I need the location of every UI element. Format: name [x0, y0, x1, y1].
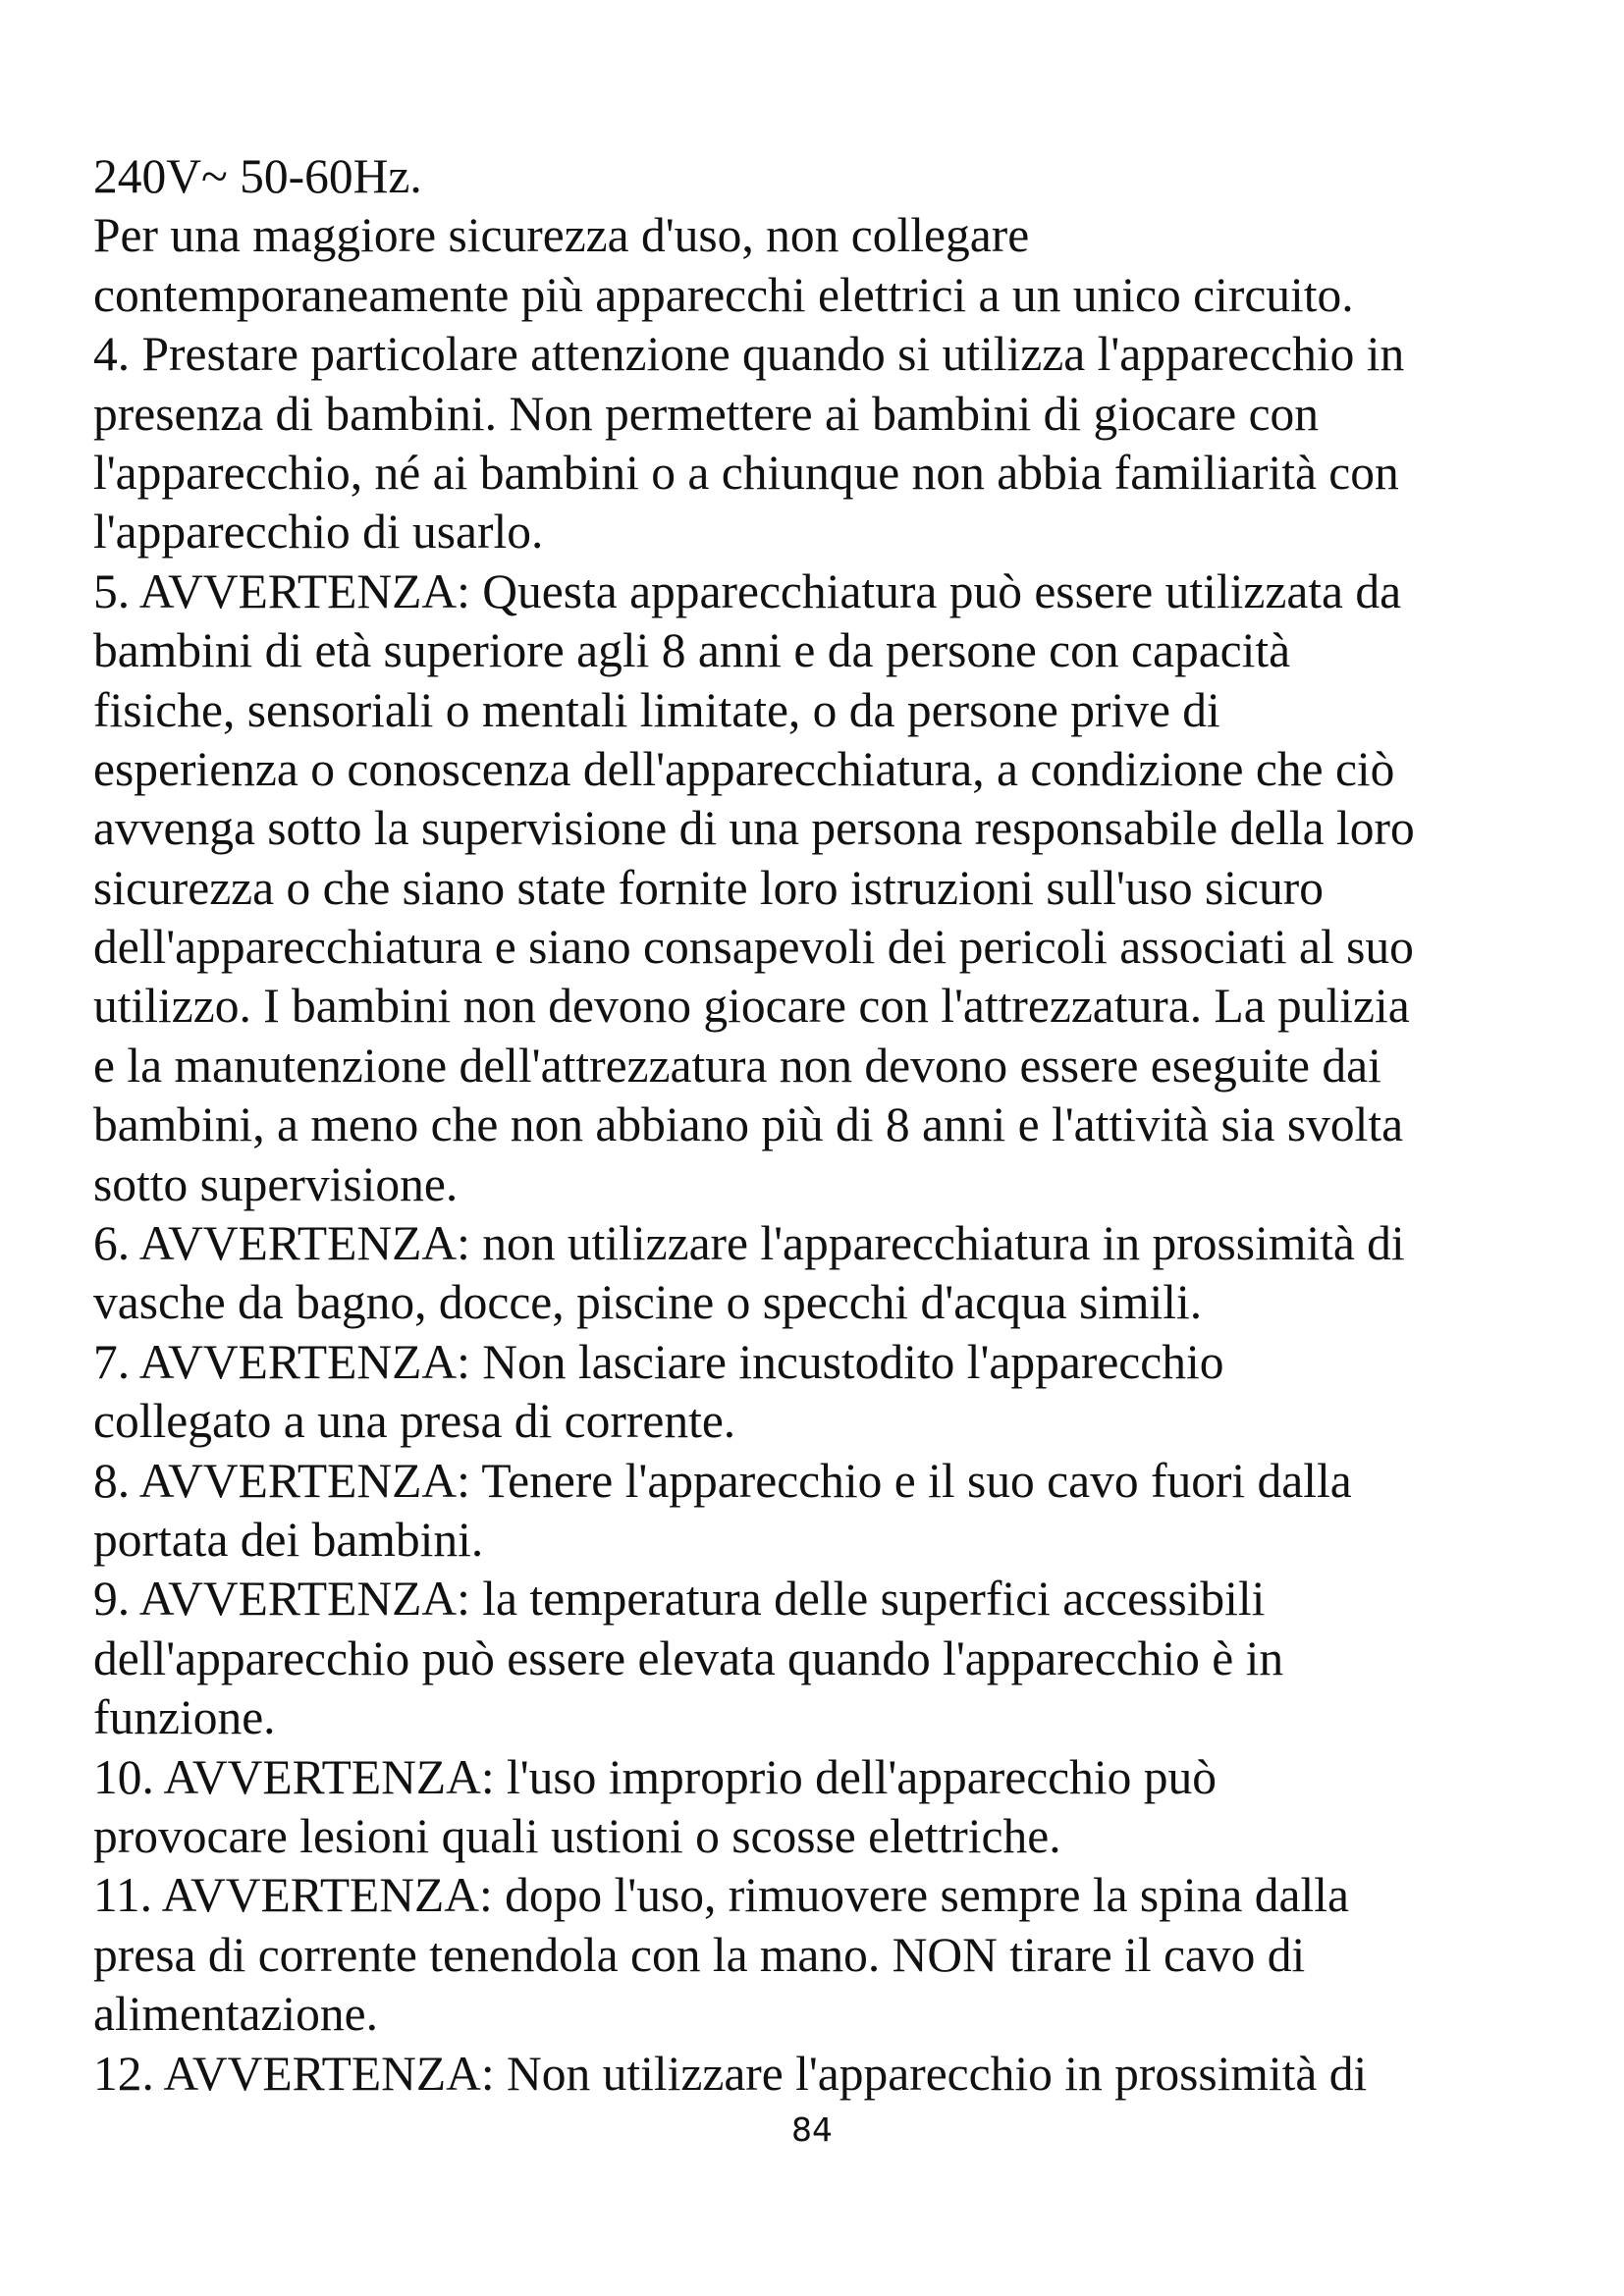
text-line: 4. Prestare particolare attenzione quando si utilizza l'apparecchio in	[93, 327, 1405, 382]
text-line: dell'apparecchiatura e siano consapevoli dei pericoli associati al suo	[93, 920, 1414, 975]
text-line: esperienza o conoscenza dell'apparecchiatura, a condizione che ciò	[93, 741, 1395, 796]
text-line: Per una maggiore sicurezza d'uso, non collegare	[93, 208, 1030, 263]
text-line: 11. AVVERTENZA: dopo l'uso, rimuovere sempre la spina dalla	[93, 1868, 1349, 1923]
text-line: 240V~ 50-60Hz.	[93, 149, 422, 203]
text-line: presenza di bambini. Non permettere ai bambini di giocare con	[93, 386, 1320, 441]
text-line: 5. AVVERTENZA: Questa apparecchiatura può essere utilizzata da	[93, 563, 1402, 618]
body-text	[93, 147, 1596, 2104]
text-line: 6. AVVERTENZA: non utilizzare l'apparecchiatura in prossimità di	[93, 1216, 1405, 1271]
text-line: 9. AVVERTENZA: la temperatura delle superfici accessibili	[93, 1572, 1266, 1627]
text-line: 8. AVVERTENZA: Tenere l'apparecchio e il suo cavo fuori dalla	[93, 1453, 1352, 1508]
text-line: e la manutenzione dell'attrezzatura non devono essere eseguite dai	[93, 1038, 1381, 1093]
text-line: sotto supervisione.	[93, 1156, 459, 1211]
text-line: avvenga sotto la supervisione di una persona responsabile della loro	[93, 801, 1415, 856]
text-line: l'apparecchio di usarlo.	[93, 505, 544, 560]
page-number: 84	[791, 2110, 833, 2149]
text-line: bambini di età superiore agli 8 anni e da persone con capacità	[93, 623, 1291, 678]
text-line: collegato a una presa di corrente.	[93, 1394, 736, 1449]
text-line: bambini, a meno che non abbiano più di 8 anni e l'attività sia svolta	[93, 1097, 1404, 1152]
text-line: 10. AVVERTENZA: l'uso improprio dell'apparecchio può	[93, 1749, 1218, 1804]
text-line: 12. AVVERTENZA: Non utilizzare l'apparecchio in prossimità di	[93, 2046, 1368, 2101]
text-line: presa di corrente tenendola con la mano. NON tirare il cavo di	[93, 1927, 1306, 1982]
text-line: sicurezza o che siano state fornite loro istruzioni sull'uso sicuro	[93, 860, 1324, 915]
text-line: funzione.	[93, 1690, 276, 1745]
text-line: provocare lesioni quali ustioni o scosse elettriche.	[93, 1808, 1061, 1863]
text-line: l'apparecchio, né ai bambini o a chiunque non abbia familiarità con	[93, 445, 1399, 500]
text-line: contemporaneamente più apparecchi elettrici a un unico circuito.	[93, 267, 1354, 322]
text-line: 7. AVVERTENZA: Non lasciare incustodito l'apparecchio	[93, 1334, 1224, 1389]
text-line: alimentazione.	[93, 1987, 378, 2042]
text-line: vasche da bagno, docce, piscine o specchi d'acqua simili.	[93, 1275, 1203, 1330]
text-line: portata dei bambini.	[93, 1512, 484, 1567]
text-line: dell'apparecchio può essere elevata quando l'apparecchio è in	[93, 1630, 1284, 1685]
text-line: utilizzo. I bambini non devono giocare con l'attrezzatura. La pulizia	[93, 979, 1410, 1034]
text-line: fisiche, sensoriali o mentali limitate, o da persone prive di	[93, 682, 1220, 737]
